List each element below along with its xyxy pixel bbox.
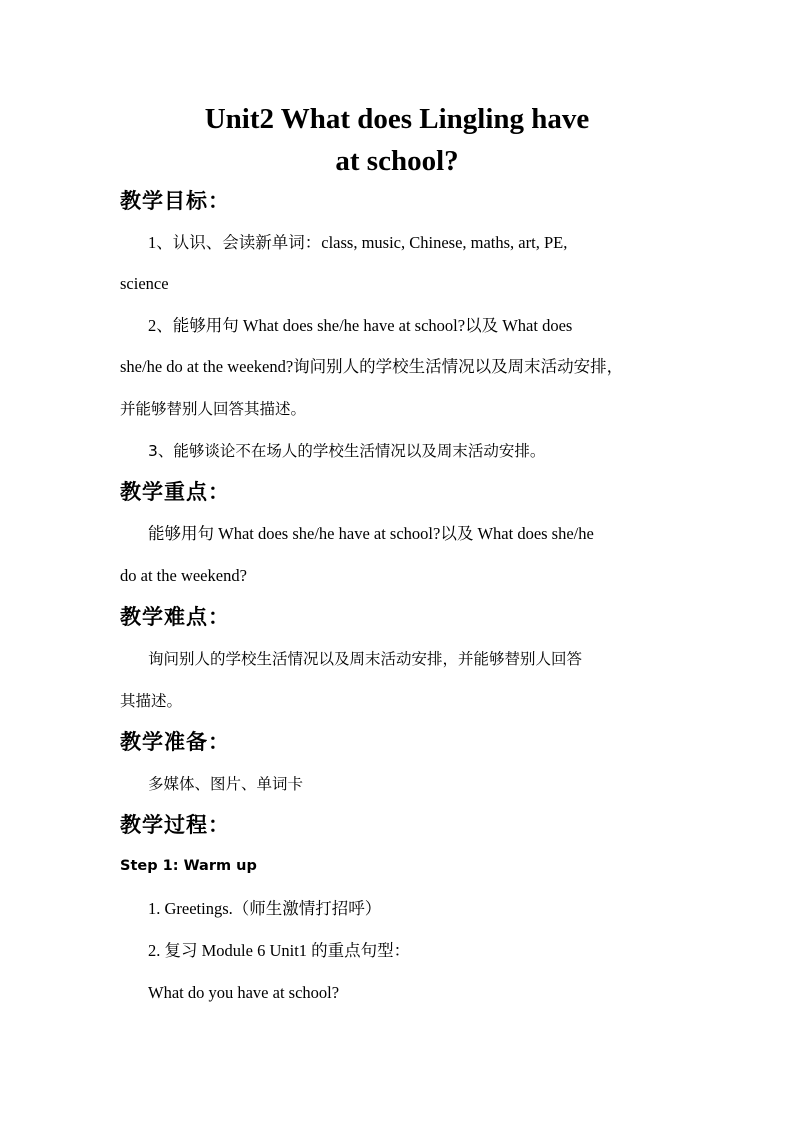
objective-1-line-1: 1、认识、会读新单词：class, music, Chinese, maths, art, PE, <box>148 233 568 252</box>
process-heading: 教学过程： <box>120 813 230 837</box>
objective-1-line-2: science <box>120 274 169 293</box>
document-title-line-1: Unit2 What does Lingling have <box>204 103 590 135</box>
key-points-line-1: 能够用句 What does she/he have at school?以及 What does she/he <box>148 524 594 543</box>
preparation-line-1: 多媒体、图片、单词卡 <box>148 775 304 793</box>
preparation-heading: 教学准备： <box>120 730 230 754</box>
objective-2-line-2: she/he do at the weekend?询问别人的学校生活情况以及周末活动安排， <box>120 357 624 376</box>
difficulties-line-1: 询问别人的学校生活情况以及周末活动安排，并能够替别人回答 <box>148 650 583 668</box>
step-1-heading: Step 1: Warm up <box>120 858 257 874</box>
process-item-2: 2. 复习 Module 6 Unit1 的重点句型： <box>148 941 411 960</box>
process-item-1: 1. Greetings.（师生激情打招呼） <box>148 899 382 918</box>
process-item-3: What do you have at school? <box>148 983 340 1002</box>
objective-2-line-3: 并能够替别人回答其描述。 <box>120 400 307 418</box>
objectives-heading: 教学目标： <box>120 189 230 213</box>
difficulties-heading: 教学难点： <box>120 605 230 629</box>
document-title-line-2: at school? <box>335 145 459 177</box>
key-points-heading: 教学重点： <box>120 480 230 504</box>
objective-3: 3、能够谈论不在场人的学校生活情况以及周末活动安排。 <box>148 442 546 460</box>
objective-2-line-1: 2、能够用句 What does she/he have at school?以及 What does <box>148 316 573 335</box>
difficulties-line-2: 其描述。 <box>120 692 183 710</box>
key-points-line-2: do at the weekend? <box>120 566 247 585</box>
